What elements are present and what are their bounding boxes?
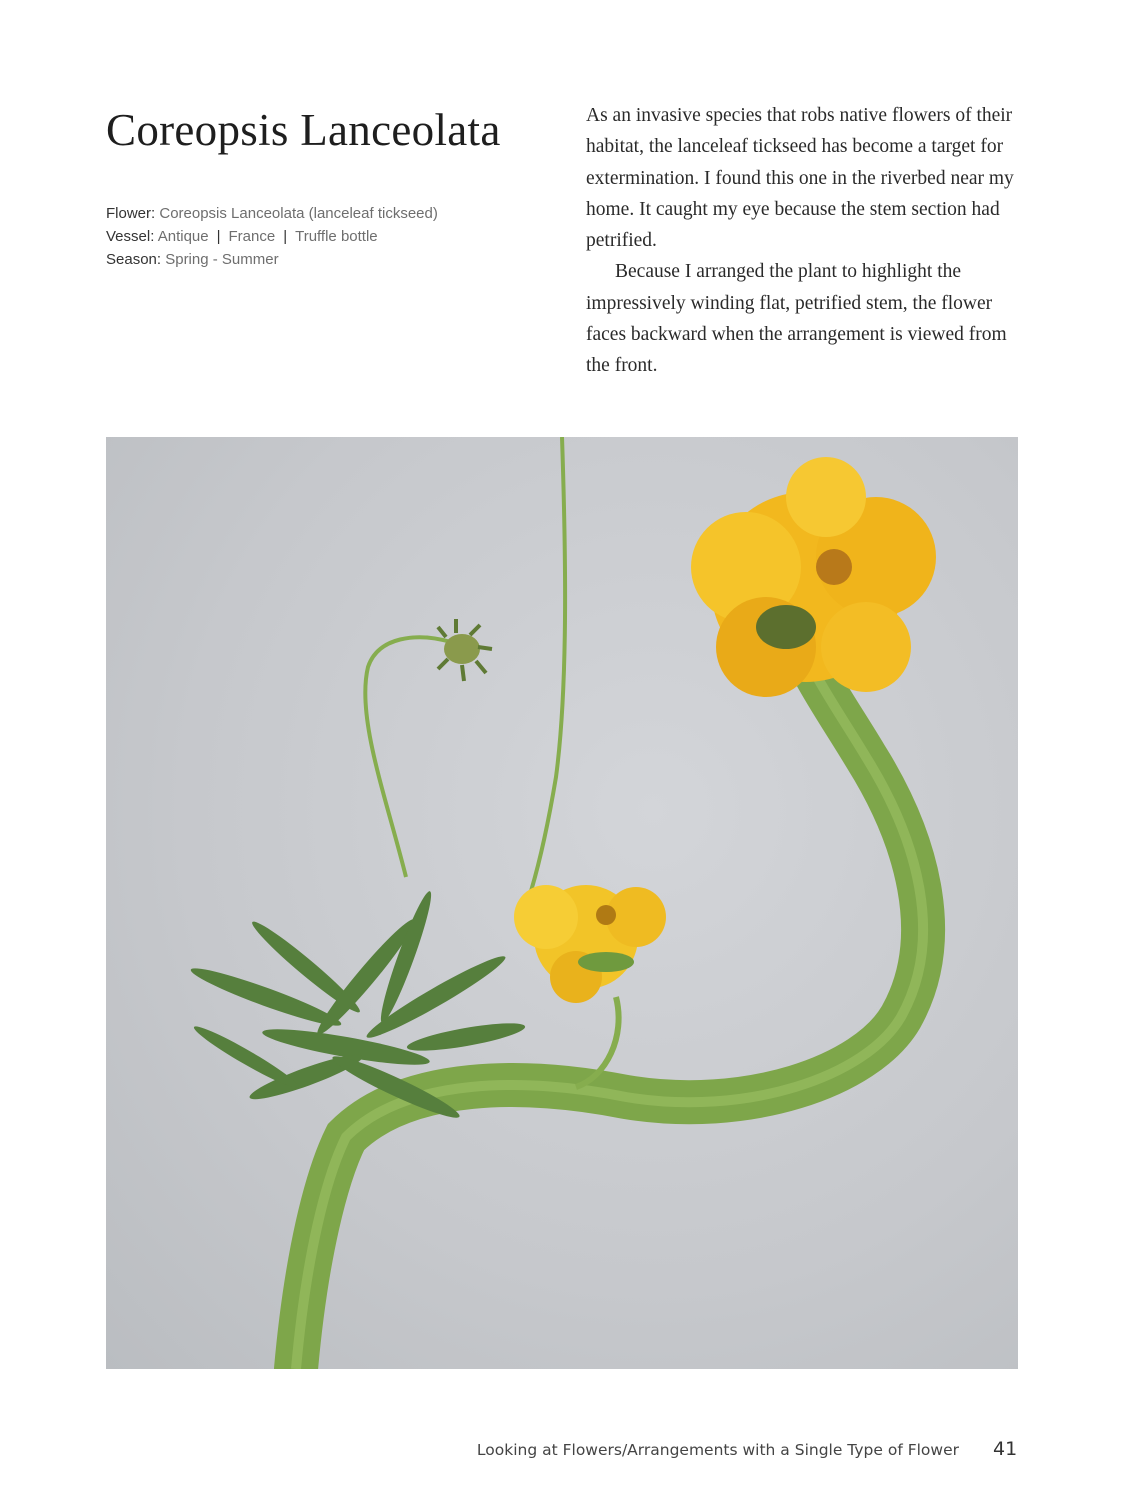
- flower-arrangement-photo: [106, 437, 1018, 1369]
- season-label: Season:: [106, 251, 162, 268]
- vessel-value-age: Antique: [157, 228, 209, 245]
- bud-stem: [365, 637, 451, 877]
- vessel-row: [106, 225, 438, 248]
- body-text: [586, 100, 1016, 382]
- vessel-value-origin: France: [228, 228, 276, 245]
- vessel-value-type: Truffle bottle: [295, 228, 378, 245]
- flower-illustration: [106, 437, 1018, 1369]
- vessel-separator: |: [216, 228, 221, 245]
- flower-value: Coreopsis Lanceolata (lanceleaf tickseed): [159, 205, 438, 222]
- running-footer: Looking at Flowers/Arrangements with a Single Type of Flower: [476, 1441, 959, 1459]
- small-flower: [514, 885, 666, 1003]
- page-number: 41: [993, 1438, 1018, 1460]
- flower-bud: [438, 619, 492, 681]
- page-title: Coreopsis Lanceolata: [106, 105, 501, 155]
- flower-label: Flower:: [106, 205, 156, 222]
- paragraph: Because I arranged the plant to highlight the impressively winding flat, petrified stem, the flower faces backward when the arrangement is viewed from the front.: [586, 261, 1007, 377]
- season-row: [106, 248, 438, 271]
- flower-row: [106, 202, 438, 225]
- thin-stem: [526, 437, 565, 907]
- large-flower: [691, 457, 936, 697]
- season-value: Spring - Summer: [165, 251, 279, 268]
- flower-details: [106, 202, 438, 271]
- vessel-separator: |: [283, 228, 288, 245]
- vessel-label: Vessel:: [106, 228, 155, 245]
- paragraph: As an invasive species that robs native flowers of their habitat, the lanceleaf tickseed has become a target for extermination. I found this one in the riverbed near my home. It caught my eye because the stem section had petrified.: [586, 105, 1014, 252]
